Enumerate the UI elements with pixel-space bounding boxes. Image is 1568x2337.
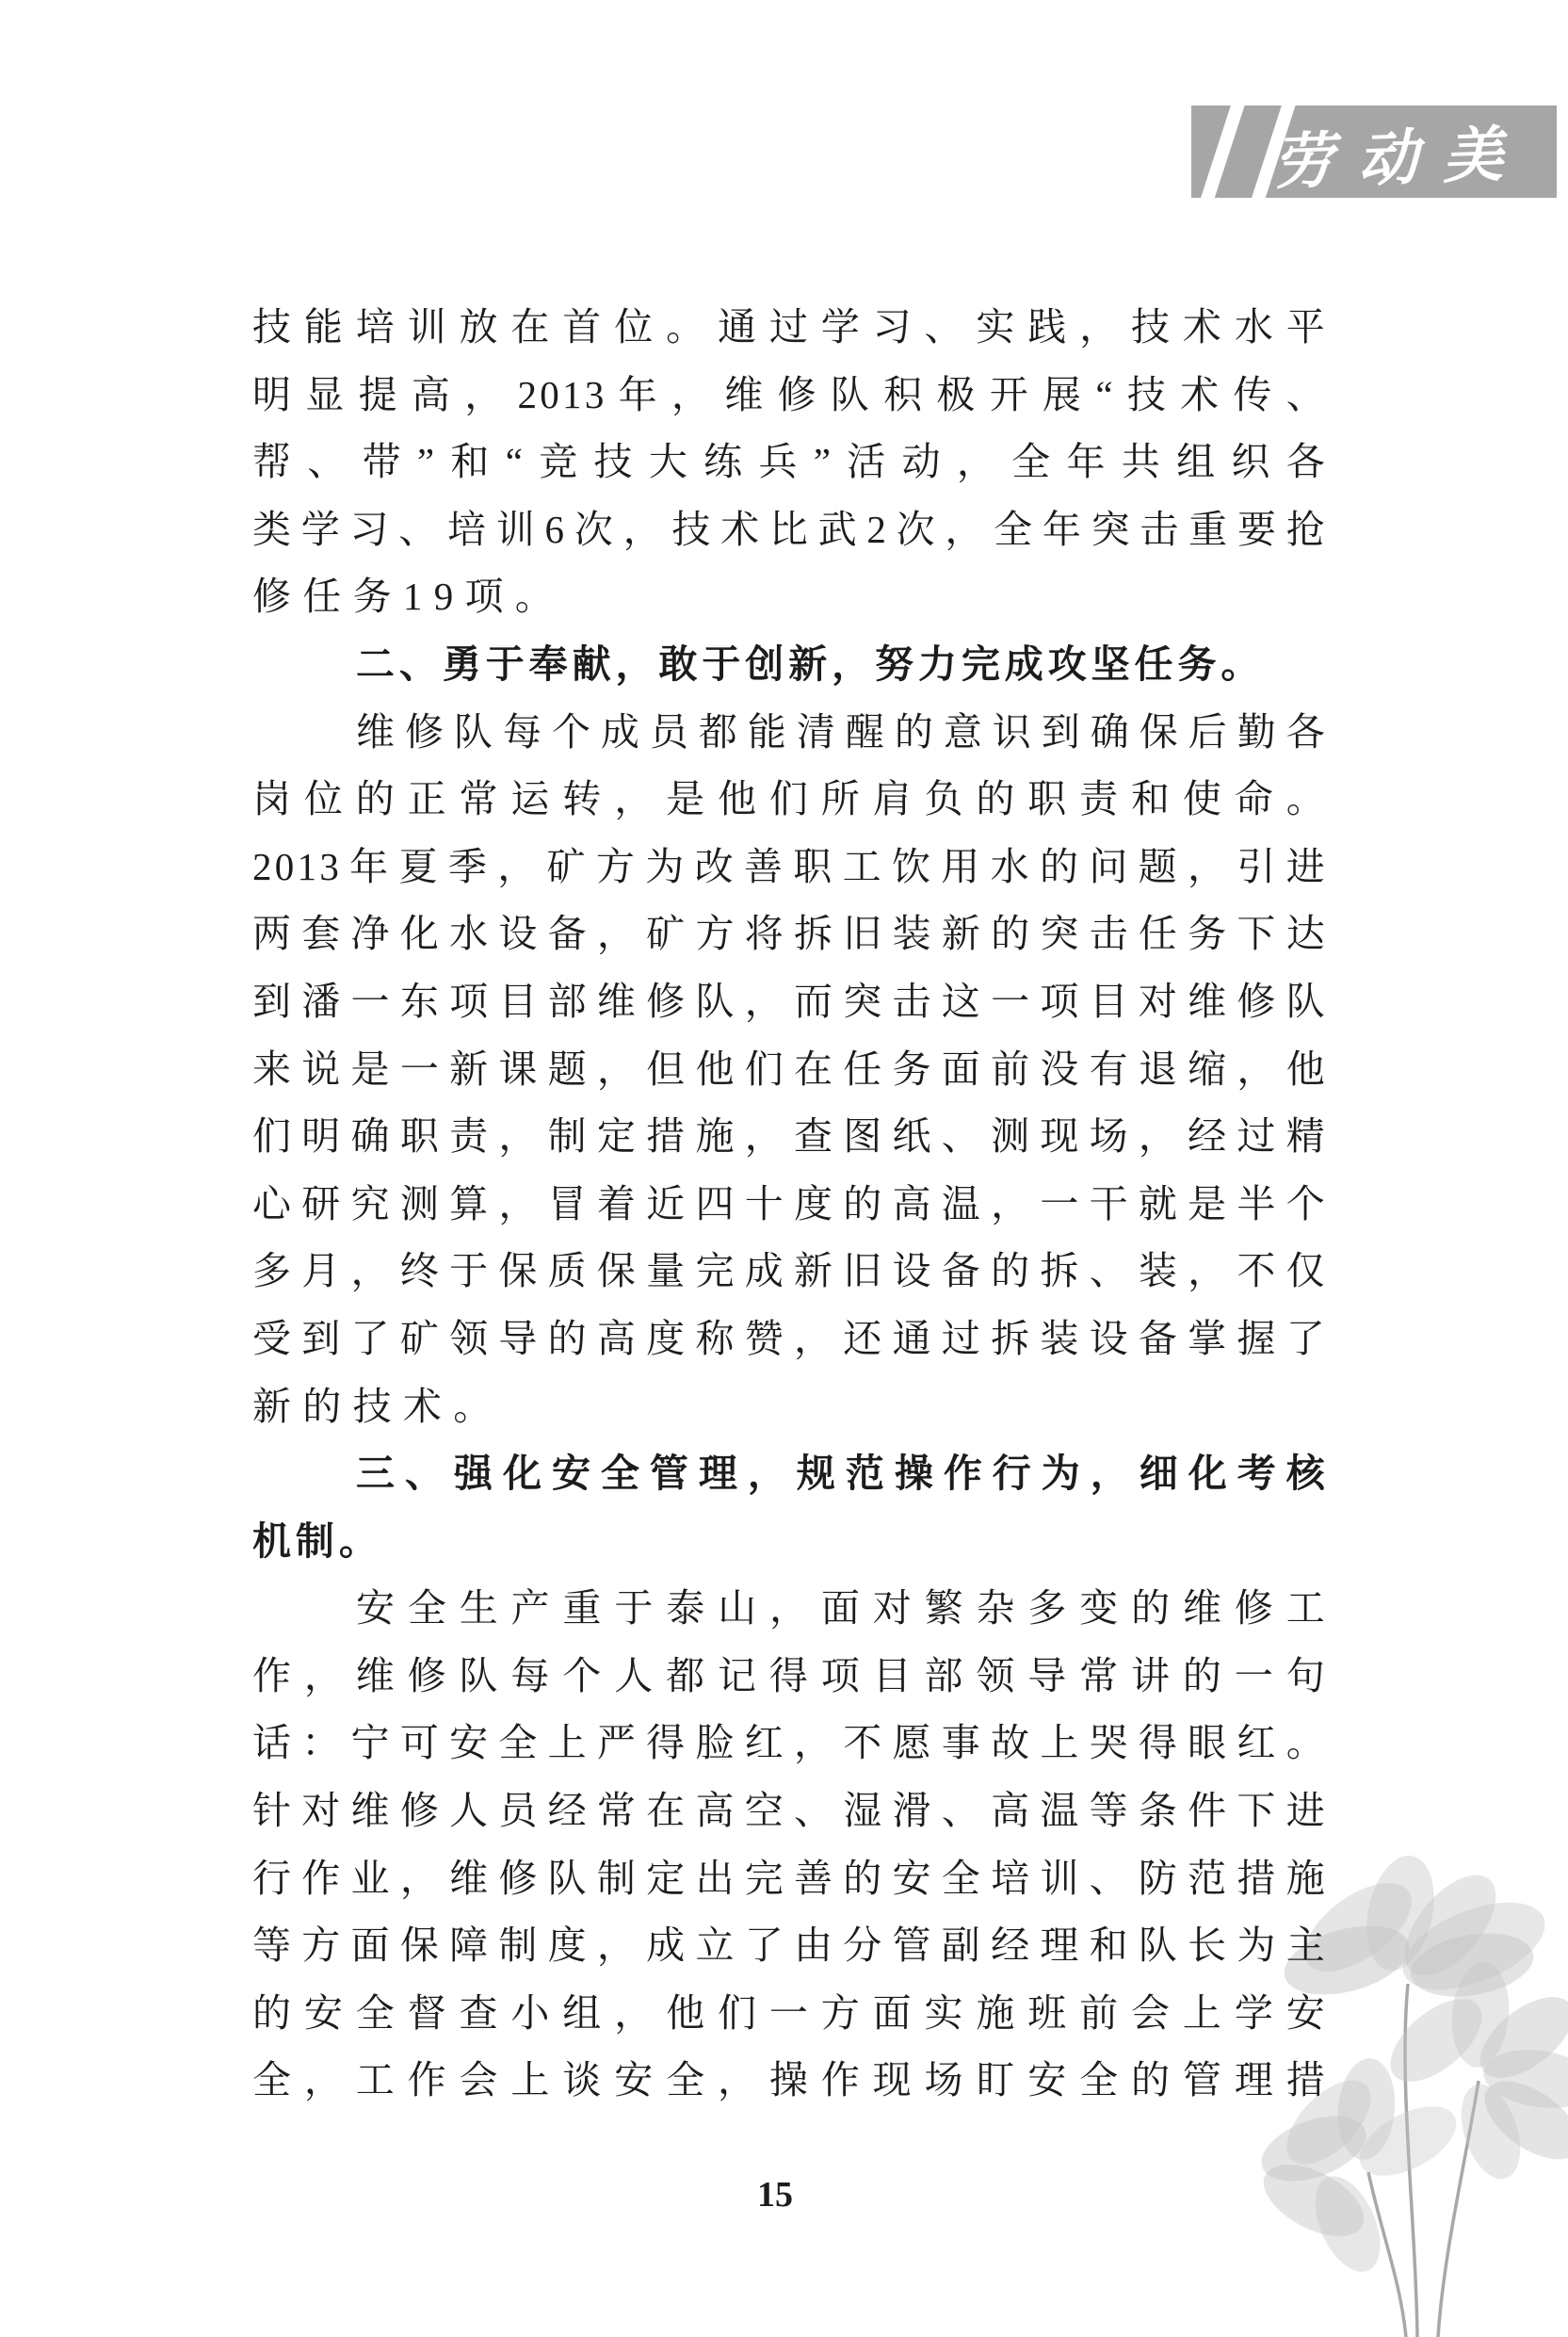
body-line: 技能培训放在首位。通过学习、实践，技术水平: [252, 305, 1328, 349]
body-line: 来说是一新课题，但他们在任务面前没有退缩，他: [252, 1047, 1328, 1091]
section-heading: 机制。: [252, 1518, 382, 1563]
body-line: 帮、带”和“竞技大练兵”活动，全年共组织各: [252, 440, 1328, 484]
section-heading: 三、强化安全管理，规范操作行为，细化考核: [356, 1452, 1328, 1496]
body-line: 们明确职责，制定措施，查图纸、测现场，经过精: [252, 1114, 1328, 1159]
body-line: 2013年夏季，矿方为改善职工饮用水的问题，引进: [252, 844, 1328, 888]
body-line: 新的技术。: [252, 1384, 504, 1428]
body-line: 明显提高，2013年，维修队积极开展“技术传、: [252, 372, 1328, 416]
body-text: [252, 294, 1328, 2115]
body-line: 修任务19项。: [252, 575, 566, 619]
body-line: 维修队每个成员都能清醒的意识到确保后勤各: [356, 709, 1328, 754]
page-number: 15: [757, 2175, 793, 2215]
body-line: 针对维修人员经常在高空、湿滑、高温等条件下进: [252, 1789, 1328, 1833]
body-line: 话：宁可安全上严得脸红，不愿事故上哭得眼红。: [252, 1721, 1328, 1765]
body-line: 两套净化水设备，矿方将拆旧装新的突击任务下达: [252, 912, 1328, 956]
body-line: 行作业，维修队制定出完善的安全培训、防范措施: [252, 1856, 1328, 1900]
body-line: 作，维修队每个人都记得项目部领导常讲的一句: [252, 1653, 1328, 1697]
body-line: 的安全督查小组，他们一方面实施班前会上学安: [252, 1990, 1328, 2035]
body-line: 到潘一东项目部维修队，而突击这一项目对维修队: [252, 979, 1328, 1023]
banner-stripe-icon: [1194, 105, 1251, 198]
body-line: 多月，终于保质保量完成新旧设备的拆、装，不仅: [252, 1249, 1328, 1293]
body-line: 受到了矿领导的高度称赞，还通过拆装设备掌握了: [252, 1316, 1328, 1360]
body-line: 全，工作会上谈安全，操作现场盯安全的管理措: [252, 2058, 1328, 2102]
body-line: 心研究测算，冒着近四十度的高温，一干就是半个: [252, 1181, 1328, 1225]
body-line: 安全生产重于泰山，面对繁杂多变的维修工: [356, 1586, 1328, 1631]
body-line: 类学习、培训6次，技术比武2次，全年突击重要抢: [252, 507, 1328, 551]
body-line: 等方面保障制度，成立了由分管副经理和队长为主: [252, 1923, 1328, 1968]
banner-title: 劳动美: [1271, 121, 1528, 197]
section-heading: 二、勇于奉献，敢于创新，努力完成攻坚任务。: [356, 641, 1265, 686]
body-line: 岗位的正常运转，是他们所肩负的职责和使命。: [252, 777, 1328, 821]
